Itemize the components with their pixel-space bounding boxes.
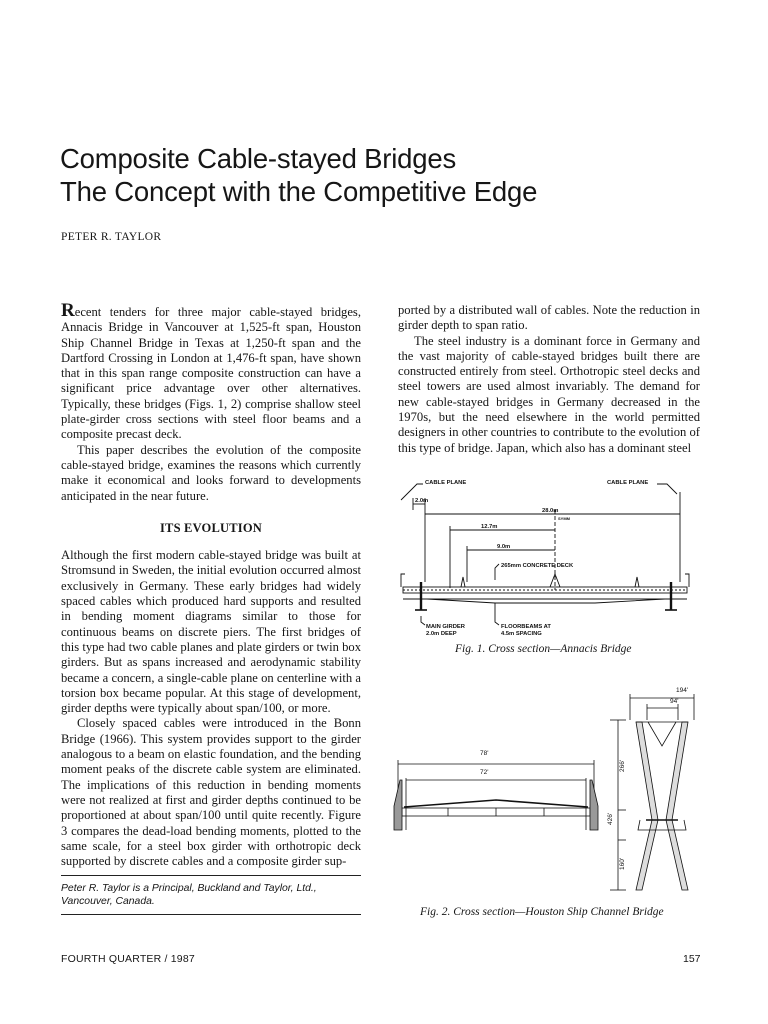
title-line-2: The Concept with the Competitive Edge xyxy=(60,176,538,207)
evolution-paragraph-1: Although the first modern cable-stayed bridge was built at Stromsund in Sweden, the initial evolution occurred almost exclusively in Germany. These early bridges had widely spaced cables which produced hard supports and resulted in bending moment diagrams similar to those for continuous beams on discrete piers. The first bridges of this type had two cable planes and plate girders or twin box girders. But as spans increased and aerodynamic stability became a concern, a single-cable plane on centerline with a torsion box became popular. At this stage of development, girder depths were typically about span/100, or more. xyxy=(61,548,361,716)
evolution-paragraph-2: Closely spaced cables were introduced in the Bonn Bridge (1966). This system provides support to the girder analogous to a beam on elastic foundation, and the bending moment peaks of the discrete cable system are eliminated. The implications of this reduction in bending moments were not realized at first and girder depths continued to be proportioned at about span/100 until quite recently. Figure 3 compares the dead-load bending moments, plotted to the same scale, for a steel box girder with orthotropic deck supported by discrete cables and a composite girder sup- xyxy=(61,716,361,869)
main-girder-label: MAIN GIRDER xyxy=(426,624,465,630)
right-paragraph-1: ported by a distributed wall of cables. Note the reduction in girder depth to span ratio. xyxy=(398,303,700,333)
right-column xyxy=(398,303,700,456)
dim-266-label: 266' xyxy=(619,759,626,772)
dim-72-label: 72' xyxy=(480,769,489,776)
journal-issue: FOURTH QUARTER / 1987 xyxy=(61,953,195,965)
intro-paragraph-1: Recent tenders for three major cable-stayed bridges, Annacis Bridge in Vancouver at 1,525-ft span, Houston Ship Channel Bridge in Texas at 1,250-ft span and the Dartford Crossing in London at 1,476-ft span, have shown that in this span range composite construction can have a significant price advantage over other alternatives. Typically, these bridges (Figs. 1, 2) comprise shallow steel plate-girder cross sections with steel floor beams and a composite precast deck. xyxy=(61,300,361,442)
cable-plane-right-label: CABLE PLANE xyxy=(607,480,649,486)
floorbeams-spacing-label: 4.5m SPACING xyxy=(501,631,542,637)
page-number: 157 xyxy=(683,953,701,965)
figure-1-annacis-cross-section xyxy=(395,470,705,640)
footnote-rule-bottom xyxy=(61,914,361,915)
title-line-1: Composite Cable-stayed Bridges xyxy=(60,143,456,174)
floorbeams-label: FLOORBEAMS AT xyxy=(501,624,551,630)
dim-2m-label: 2.0m xyxy=(415,498,429,504)
dim-12-7m-label: 12.7m xyxy=(481,524,498,530)
dim-78-label: 78' xyxy=(480,750,489,757)
article-title xyxy=(60,142,700,208)
figure-2-houston-cross-section xyxy=(390,680,710,902)
dim-94-label: 94' xyxy=(670,698,679,705)
deck-label: 265mm CONCRETE DECK xyxy=(501,563,574,569)
figure-2-caption: Fig. 2. Cross section—Houston Ship Channel Bridge xyxy=(420,906,664,918)
intro-paragraph-2: This paper describes the evolution of the composite cable-stayed bridge, examines the reasons which currently make it economical and looks forward to developments anticipated in the near future. xyxy=(61,442,361,503)
right-paragraph-2: The steel industry is a dominant force in Germany and the vast majority of cable-stayed bridges built there are constructed entirely from steel. Orthotropic steel decks and steel towers are used almost invariably. The demand for new cable-stayed bridges in Germany decreased in the 1970s, but the need elsewhere in the world permitted designers in other countries to contribute to the evolution of this type of bridge. Japan, which also has a dominant steel xyxy=(398,333,700,455)
cable-plane-left-label: CABLE PLANE xyxy=(425,480,467,486)
left-column xyxy=(61,300,361,869)
symm-label: SYMM xyxy=(558,516,570,521)
author-footnote: Peter R. Taylor is a Principal, Buckland and Taylor, Ltd., Vancouver, Canada. xyxy=(61,883,317,907)
author-byline: PETER R. TAYLOR xyxy=(61,231,162,243)
main-girder-depth-label: 2.0m DEEP xyxy=(426,631,457,637)
dim-194-label: 194' xyxy=(676,687,689,694)
dim-160-label: 160' xyxy=(619,857,626,870)
dim-9m-label: 9.0m xyxy=(497,544,511,550)
figure-1-caption: Fig. 1. Cross section—Annacis Bridge xyxy=(455,643,632,655)
section-heading: ITS EVOLUTION xyxy=(159,520,263,535)
footnote-rule-top xyxy=(61,875,361,876)
dim-28m-label: 28.0m xyxy=(542,508,559,514)
dim-426-label: 426' xyxy=(607,812,614,825)
cable-plane-right-pointer xyxy=(657,484,677,494)
